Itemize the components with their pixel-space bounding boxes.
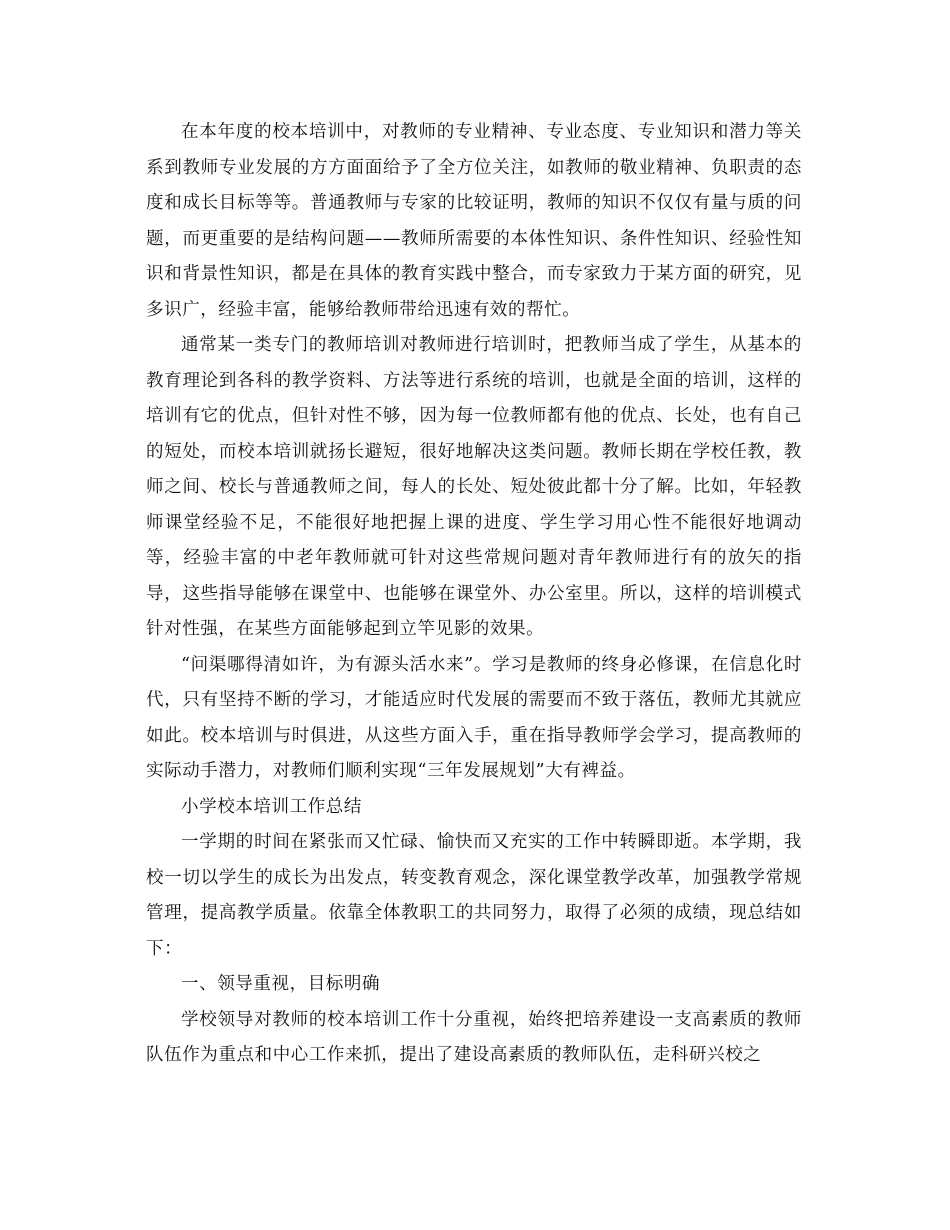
document-page xyxy=(146,115,802,1074)
paragraph-lifelong-learning: “问渠哪得清如许，为有源头活水来”。学习是教师的终身必修课，在信息化时代，只有坚持不断的学习，才能适应时代发展的需要而不致于落伍，教师尤其就应如此。校本培训与时俱进，从这些方面入手，重在指导教师学会学习，提高教师的实际动手潜力，对教师们顺利实现“三年发展规划”大有裨益。 xyxy=(146,654,802,781)
section-title-summary: 小学校本培训工作总结 xyxy=(181,796,362,817)
paragraph-leadership: 学校领导对教师的校本培训工作十分重视，始终把培养建设一支高素质的教师队伍作为重点和中心工作来抓，提出了建设高素质的教师队伍，走科研兴校之 xyxy=(146,1009,802,1065)
paragraph-semester-summary: 一学期的时间在紧张而又忙碌、愉快而又充实的工作中转瞬即逝。本学期，我校一切以学生的成长为出发点，转变教育观念，深化课堂教学改革，加强教学常规管理，提高教学质量。依靠全体教职工的共同努力，取得了必须的成绩，现总结如下： xyxy=(146,832,802,959)
paragraph-targeted-training: 通常某一类专门的教师培训对教师进行培训时，把教师当成了学生，从基本的教育理论到各科的教学资料、方法等进行系统的培训，也就是全面的培训，这样的培训有它的优点，但针对性不够，因为每一位教师都有他的优点、长处，也有自己的短处，而校本培训就扬长避短，很好地解决这类问题。教师长期在学校任教，教师之间、校长与普通教师之间，每人的长处、短处彼此都十分了解。比如，年轻教师课堂经验不足，不能很好地把握上课的进度、学生学习用心性不能很好地调动等，经验丰富的中老年教师就可针对这些常规问题对青年教师进行有的放矢的指导，这些指导能够在课堂中、也能够在课堂外、办公室里。所以，这样的培训模式针对性强，在某些方面能够起到立竿见影的效果。 xyxy=(146,335,802,639)
paragraph-training-focus: 在本年度的校本培训中，对教师的专业精神、专业态度、专业知识和潜力等关系到教师专业发展的方方面面给予了全方位关注，如教师的敬业精神、负职责的态度和成长目标等等。普通教师与专家的比较证明，教师的知识不仅仅有量与质的问题，而更重要的是结构问题——教师所需要的本体性知识、条件性知识、经验性知识和背景性知识，都是在具体的教育实践中整合，而专家致力于某方面的研究，见多识广，经验丰富，能够给教师带给迅速有效的帮忙。 xyxy=(146,122,802,320)
section-heading-leadership: 一、领导重视，目标明确 xyxy=(181,974,381,994)
